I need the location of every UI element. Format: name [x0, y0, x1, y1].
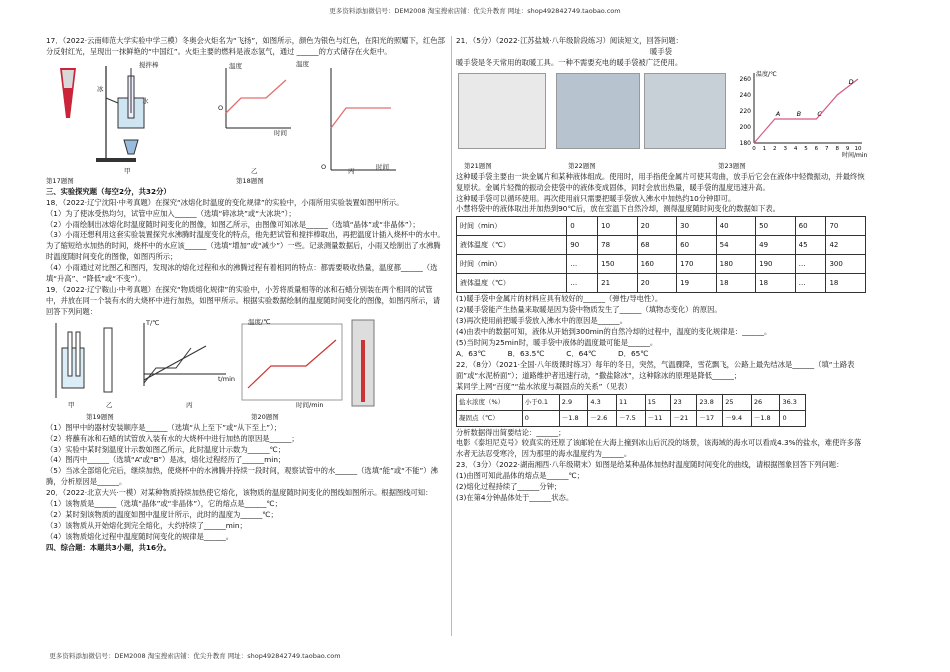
table-cell: －1.8 — [559, 410, 588, 426]
table-cell: 50 — [756, 217, 796, 236]
table-cell: 4.3 — [588, 394, 617, 410]
q22: 22．（8分）（2021·全国·八年级课时练习）每年的冬日，突然，气温骤降，雪花飘飞，公路上最先结冰是______（填“土路表面”或“水泥桥面”）；道路维护者迅速行动，“撒盐除冰”，这种除冰的原理是降低______； — [456, 359, 855, 380]
x-tick-label: 1 — [762, 145, 767, 152]
x-tick-label: 3 — [783, 145, 787, 152]
label-bing-19: 丙 — [186, 400, 193, 409]
figures-21-23 — [456, 69, 866, 161]
y-tick-label: 180 — [739, 139, 751, 147]
label-stir: 搅拌棒 — [139, 60, 159, 69]
table-cell: 20 — [637, 274, 677, 293]
table-cell: 10 — [598, 217, 638, 236]
caption-fig20: 第20题图 — [251, 412, 279, 421]
figures-19-20 — [46, 318, 446, 412]
salt-table — [456, 394, 806, 427]
table-cell: … — [795, 274, 826, 293]
table-cell: 90 — [567, 236, 598, 255]
q21-5: (5)当时间为25min时，暖手袋中液体的温度最可能是______。 — [456, 337, 658, 347]
label-o-bing: O — [321, 162, 327, 171]
q21-1: (1)暖手袋中金属片的材料应具有较好的______（弹性/导电性）。 — [456, 294, 663, 304]
x-tick-label: 4 — [793, 145, 798, 152]
label-o-yi: O — [218, 103, 224, 112]
caption-fig19: 第19题图 — [86, 412, 114, 421]
point-label: C — [817, 109, 822, 118]
table-cell: 78 — [598, 236, 638, 255]
q18-3: （3）小雨还想利用这套实验装置探究水沸腾时温度变化的特点，他先把试管和搅拌棒取出，再把温度计插入烧杯中的水中。为了缩短给水加热的时间，烧杯中的水应该______（选填“增加”或“减少”）一些。记录测量数据后，小雨又绘制出了水沸腾时温度随时间变化的图像，如图丙所示； — [46, 230, 445, 262]
table-cell: 19 — [677, 274, 717, 293]
table-cell: 42 — [826, 236, 866, 255]
table-cell: 时间（min） — [457, 255, 567, 274]
table-cell: 190 — [756, 255, 796, 274]
chart-23 — [728, 69, 868, 159]
series-line — [754, 79, 858, 143]
label-yi: 乙 — [251, 166, 258, 175]
page-footer: 更多资料添加微信号：DEM2008 淘宝搜索店铺：优尖升教育 网址：shop492842749.taobao.com — [49, 652, 341, 660]
q23-3: (3)在第4分钟晶体处于______状态。 — [456, 492, 574, 502]
x-tick-label: 6 — [814, 145, 819, 152]
q23: 23．（3分）（2022·湖南湘西·八年级期末）如图是给某种晶体加热时温度随时间变化的曲线，请根据图象回答下列问题： — [456, 460, 844, 470]
q23-2: (2)熔化过程持续了______分钟； — [456, 482, 562, 492]
table-row — [457, 236, 866, 255]
label-jia-19: 甲 — [68, 400, 75, 409]
table-cell: 36.3 — [780, 394, 806, 410]
q22-3: 分析数据得出简要结论：______； — [456, 427, 566, 437]
q21-title: 暖手袋 — [650, 46, 672, 56]
table-cell: 2.9 — [559, 394, 588, 410]
table-cell: … — [567, 274, 598, 293]
point-label: A — [775, 109, 781, 118]
table-cell: 45 — [795, 236, 826, 255]
caption-fig22: 第22题图 — [568, 161, 596, 170]
thermometer-icon — [104, 328, 112, 392]
q21-2: (2)暖手袋能产生热量来取暖是因为袋中物质发生了______（填物态变化）的原因。 — [456, 305, 722, 315]
section-3-title: 三、实验探究题（每空2分，共32分） — [46, 186, 171, 196]
table-cell: 49 — [756, 236, 796, 255]
q18: 18．（2022·辽宁沈阳·中考真题）在探究“冰熔化时温度的变化规律”的实验中，小雨所用实验装置如图甲所示。 — [46, 197, 404, 207]
table-cell: 21 — [598, 274, 638, 293]
y-tick-label: 200 — [739, 123, 751, 131]
road-photo — [556, 73, 640, 149]
table-cell: 68 — [637, 236, 677, 255]
q22-4: 电影《泰坦尼克号》较真实的还原了该邮轮在大海上撞到冰山后沉没的场景，该海域的海水可以看成4.3%的盐水，难使许多落水者无法忍受寒冷，因为那里的海水温度约为______。 — [456, 438, 862, 459]
q17: 17．（2022·云南师范大学实验中学三模）冬奥会火炬名为“飞扬”，如图所示，颜色为银色与红色，在阳光的照耀下，红色部分反射红光，呈现出一抹鲜艳的“中国红”。火炬主要的燃料是液态氢气，通过 ______的方式储存在火炬中。 — [46, 36, 445, 56]
label-temp-bing: 温度 — [296, 59, 309, 68]
table-cell: 18 — [756, 274, 796, 293]
table-cell: 30 — [677, 217, 717, 236]
table-cell: 18 — [826, 274, 866, 293]
table-cell: 60 — [795, 217, 826, 236]
caption-fig18: 第18题图 — [236, 176, 264, 185]
q19-3: （3）实验中某时刻温度计示数如图乙所示，此时温度计示数为______℃； — [46, 444, 286, 454]
table-cell: 150 — [598, 255, 638, 274]
fig17-18-svg — [46, 58, 446, 176]
x-tick-label: 8 — [835, 145, 839, 152]
beaker-icon-19 — [62, 348, 84, 388]
left-column — [46, 36, 446, 554]
y-tick-label: 240 — [739, 91, 751, 99]
q20-3: （3）该物质从开始熔化到完全熔化，大约持续了______min； — [46, 520, 247, 530]
column-divider — [451, 36, 452, 636]
q21-3: (3)再次使用前把暖手袋放入沸水中的原因是______。 — [456, 316, 627, 326]
table-cell: 40 — [716, 217, 756, 236]
x-tick-label: 7 — [825, 145, 829, 152]
q19: 19．（2022·辽宁鞍山·中考真题）在探究“物质熔化规律”的实验中，小芳将质量相等的冰和石蜡分别装在两个相同的试管中，并放在同一个装有水的大烧杯中进行加热，如图甲所示。根据实验数据绘制的温度随时间变化的图像，如图丙所示，请回答下列问题： — [46, 284, 441, 316]
label-temp-yi: 温度 — [229, 61, 242, 70]
table-cell: －17 — [697, 410, 723, 426]
label-tc: T/℃ — [146, 318, 160, 327]
label-jia: 甲 — [124, 166, 131, 175]
q21-options: A．63℃ B．63.5℃ C．64℃ D．65℃ — [456, 348, 649, 358]
q22-2: 某同学上网“百度”“盐水浓度与凝固点的关系”（见表） — [456, 381, 632, 391]
table-cell: 300 — [826, 255, 866, 274]
table-row — [457, 410, 806, 426]
q20: 20．（2022·北京大兴·一模）对某种物质持续加热使它熔化，该物质的温度随时间变化的图线如图所示。根据图线可知： — [46, 488, 433, 498]
label-timemin: 时间/min — [296, 400, 324, 409]
q19-1: （1）图甲中的器材安装顺序是______（选填“从上至下”或“从下至上”）； — [46, 422, 282, 432]
label-bing: 丙 — [348, 166, 355, 175]
table-cell: －21 — [671, 410, 697, 426]
table-cell: 54 — [716, 236, 756, 255]
table-cell: 170 — [677, 255, 717, 274]
handwarmer-photo — [458, 73, 546, 149]
table-cell: 时间（min） — [457, 217, 567, 236]
table-cell: 23 — [671, 394, 697, 410]
table-cell: －2.6 — [588, 410, 617, 426]
table-cell: 23.8 — [697, 394, 723, 410]
label-time-yi: 时间 — [274, 128, 287, 137]
y-tick-label: 220 — [739, 107, 751, 115]
table-cell: 0 — [780, 410, 806, 426]
label-time-bing: 时间 — [376, 162, 389, 171]
table-cell: 18 — [716, 274, 756, 293]
table-row — [457, 394, 806, 410]
q21: 21．（5分）（2022·江苏盐城·八年级阶段练习）阅读短文，回答问题： — [456, 36, 683, 45]
x-tick-label: 2 — [773, 145, 777, 152]
table-cell: 20 — [637, 217, 677, 236]
point-label: D — [848, 77, 854, 86]
q18-4: （4）小雨通过对比图乙和图丙，发现冰的熔化过程和水的沸腾过程有着相同的特点：都需要吸收热量，温度都______（选填“升高”、“降低”或“不变”）。 — [46, 263, 438, 284]
x-axis-label: 时间/min — [842, 151, 868, 159]
q19-5: （5）当冰全部熔化完后，继续加热，使烧杯中的水沸腾并持续一段时间，观察试管中的水______（选填“能”或“不能”）沸腾，分析原因是______。 — [46, 466, 438, 487]
x-tick-label: 5 — [804, 145, 808, 152]
table-cell: 60 — [677, 236, 717, 255]
table-cell: 盐水浓度（%） — [457, 394, 523, 410]
table-cell: 11 — [616, 394, 645, 410]
figures-17-18 — [46, 58, 446, 176]
section-4-title: 四、综合题：本题共3小题，共16分。 — [46, 542, 171, 552]
q20-1: （1）该物质是______（选填“晶体”或“非晶体”），它的熔点是______℃； — [46, 499, 282, 509]
label-yi-19: 乙 — [106, 400, 113, 409]
label-tempc: 温度/℃ — [248, 317, 271, 326]
table-cell: 0 — [522, 410, 559, 426]
q20-2: （2）某时刻该物质的温度如图中温度计所示，此时的温度为______℃； — [46, 509, 278, 519]
table-cell: 液体温度（℃） — [457, 274, 567, 293]
q18-2: （2）小雨绘制出冰熔化时温度随时间变化的图像，如图乙所示，由图像可知冰是______（选填“晶体”或“非晶体”）； — [46, 219, 420, 229]
q21-p3: 这种暖手袋可以循环使用。再次使用前只需要把暖手袋放入沸水中加热约10分钟即可。 — [456, 193, 736, 203]
table-cell: 25 — [723, 394, 752, 410]
table-cell: 70 — [826, 217, 866, 236]
table-cell: 180 — [716, 255, 756, 274]
label-water: 水 — [142, 96, 149, 105]
q23-1: (1)由图可知此晶体的熔点是______℃； — [456, 471, 584, 481]
q19-4: （4）图丙中______（选填“A”或“B”）是冰，熔化过程经历了______min； — [46, 455, 286, 465]
x-tick-label: 0 — [752, 145, 756, 152]
table-cell: －7.5 — [616, 410, 645, 426]
right-column — [456, 36, 866, 504]
label-tmin: t/min — [218, 374, 235, 383]
q19-2: （2）将蘸有冰和石蜡的试管放入装有水的大烧杯中进行加热的原因是______； — [46, 433, 299, 443]
caption-fig17: 第17题图 — [46, 176, 74, 185]
table-row — [457, 274, 866, 293]
q18-1: （1）为了使冰受热均匀，试管中应加入______（选填“碎冰块”或“大冰块”）； — [46, 208, 296, 218]
table-row — [457, 255, 866, 274]
page-header: 更多资料添加微信号：DEM2008 淘宝搜索店铺：优尖升教育 网址：shop492842749.taobao.com — [329, 7, 621, 15]
table-cell: 凝固点（℃） — [457, 410, 523, 426]
salting-photo — [644, 73, 726, 149]
x-tick-label: 9 — [845, 145, 850, 152]
table-cell: … — [795, 255, 826, 274]
table-cell: 15 — [645, 394, 671, 410]
y-tick-label: 260 — [739, 75, 751, 83]
table-cell: … — [567, 255, 598, 274]
y-axis-label: 温度/℃ — [756, 70, 777, 78]
table-cell: －11 — [645, 410, 671, 426]
q21-4: (4)由表中的数据可知，液体从开始到300min的自然冷却的过程中，温度的变化规律是：______。 — [456, 327, 772, 337]
x-tick-label: 10 — [854, 145, 862, 152]
table-cell: 26 — [751, 394, 780, 410]
fig19-20-svg — [46, 318, 446, 412]
caption-fig21: 第21题图 — [464, 161, 492, 170]
table-row — [457, 217, 866, 236]
table-cell: 液体温度（℃） — [457, 236, 567, 255]
table-cell: 小于0.1 — [522, 394, 559, 410]
table-cell: －9.4 — [723, 410, 752, 426]
q20-4: （4）该物质熔化过程中温度随时间变化的规律是______。 — [46, 531, 234, 541]
table-cell: 0 — [567, 217, 598, 236]
caption-fig23: 第23题图 — [718, 161, 746, 170]
q21-p1: 暖手袋是冬天常用的取暖工具。一种不需要充电的暖手袋被广泛使用。 — [456, 57, 683, 67]
q21-p2: 这种暖手袋主要由一块金属片和某种液体组成。使用时，用手指使金属片可使其弯曲，放手后它会在液体中轻微振动，并最终恢复原状。金属片轻微的振动会使袋中的液体变成固体，同时会放出热量，暖手袋的温度迅速升高。 — [456, 171, 865, 192]
q21-p4: 小慧将袋中的液体取出并加热到90℃后，放在室温下自然冷却，测得温度随时间变化的数据如下表。 — [456, 204, 780, 214]
label-ice: 冰 — [97, 84, 104, 93]
point-label: B — [796, 109, 802, 118]
table-cell: －1.8 — [751, 410, 780, 426]
table-cell: 160 — [637, 255, 677, 274]
cooling-table — [456, 216, 866, 293]
